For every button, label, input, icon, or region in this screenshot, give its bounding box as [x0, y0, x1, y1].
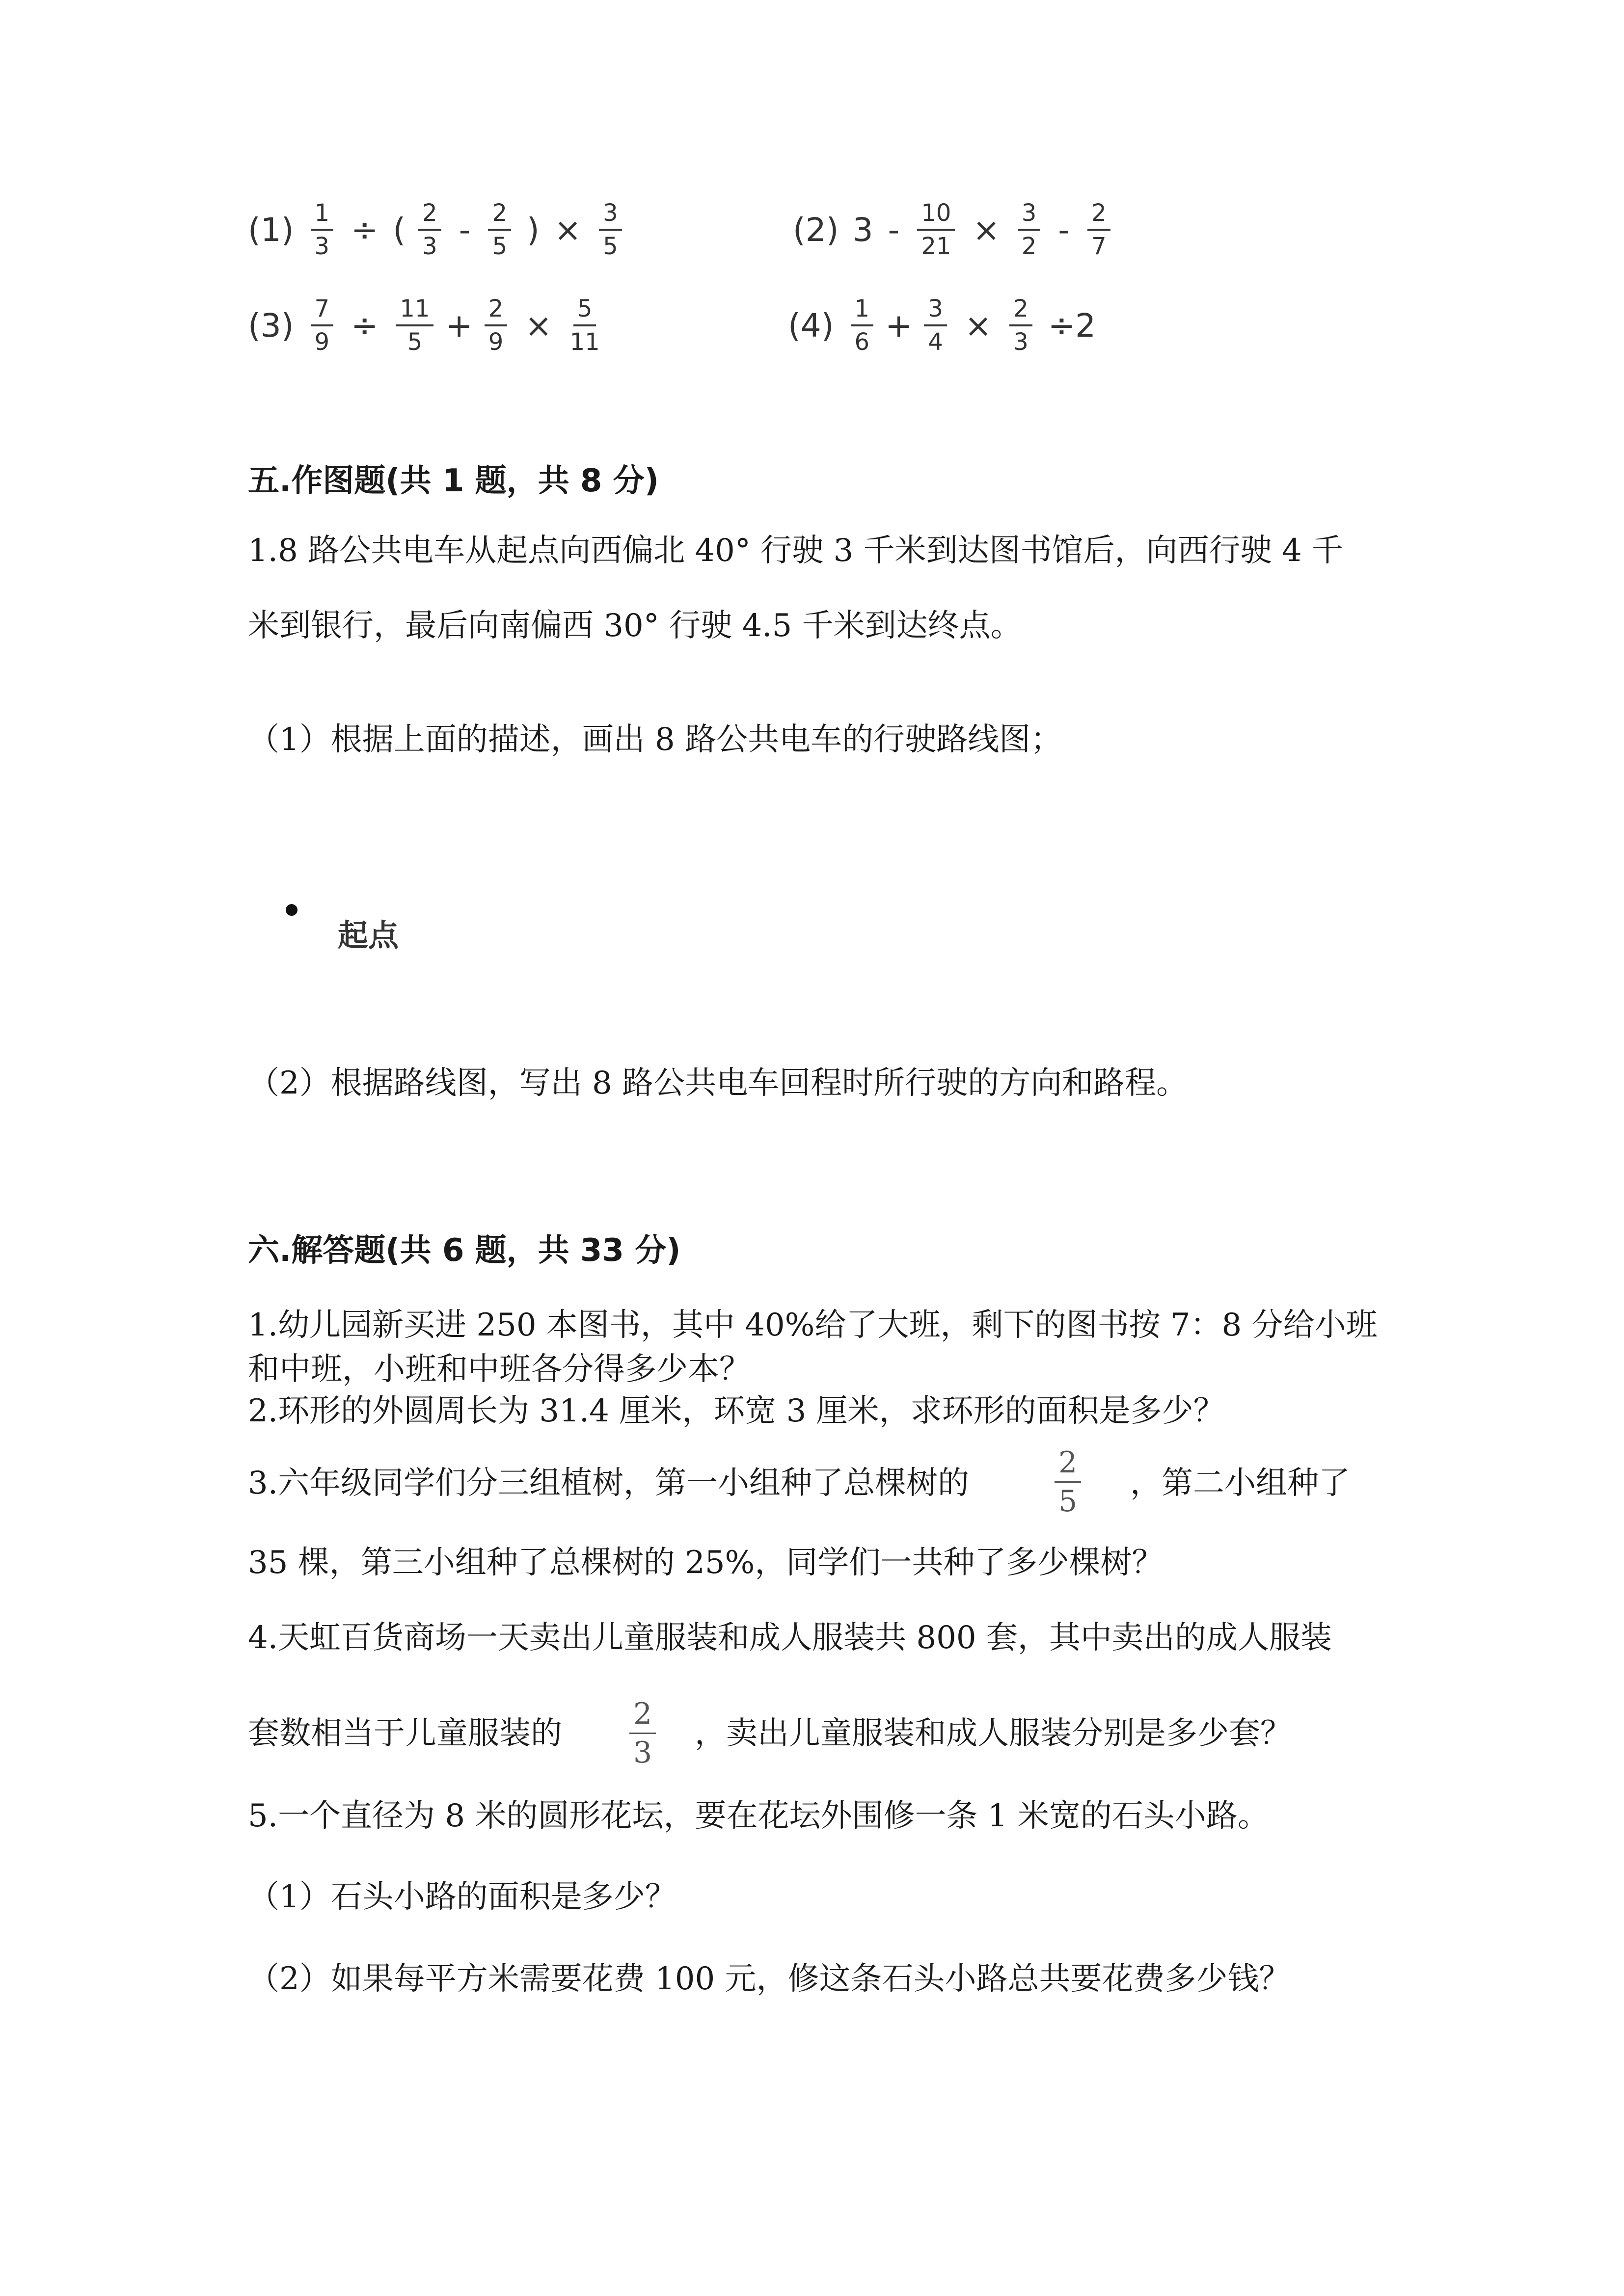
fraction: [311, 297, 334, 354]
q5-text: 5.一个直径为 8 米的圆形花坛，要在花坛外围修一条 1 米宽的石头小路。: [248, 1798, 1269, 1834]
numerator: 7: [311, 297, 334, 326]
q1-line2: 和中班，小班和中班各分得多少本？: [248, 1351, 751, 1388]
q4-line1: 4.天虹百货商场一天卖出儿童服装和成人服装共 800 套，其中卖出的成人服装: [248, 1620, 1332, 1656]
denominator: 5: [1058, 1484, 1078, 1519]
denominator: 6: [854, 328, 870, 356]
numerator: 2: [1055, 1448, 1081, 1483]
denominator: 11: [569, 328, 600, 356]
calc-q2: [793, 201, 1113, 258]
start-point-label: 起点: [338, 917, 399, 953]
operator: +: [445, 306, 473, 345]
calc-q3-label: (3): [248, 306, 294, 345]
fraction: [1018, 201, 1041, 258]
fraction: [1009, 297, 1032, 354]
fraction: [488, 201, 511, 258]
numerator: 2: [485, 297, 508, 326]
denominator: 4: [928, 328, 943, 356]
numerator: 2: [629, 1699, 656, 1734]
fraction: [485, 297, 508, 354]
calc-q4: [788, 297, 1110, 354]
section5-sub2: （2）根据路线图，写出 8 路公共电车回程时所行驶的方向和路程。: [248, 1065, 1188, 1101]
operator: -: [1058, 211, 1070, 249]
denominator: 5: [407, 328, 423, 356]
denominator: 5: [492, 233, 508, 260]
number: 3: [852, 211, 873, 249]
operator: ×: [554, 211, 582, 249]
section5-problem-line1: 1.8 路公共电车从起点向西偏北 40° 行驶 3 千米到达图书馆后，向西行驶 4 千: [248, 533, 1344, 569]
section5-sub1: （1）根据上面的描述，画出 8 路公共电车的行驶路线图；: [248, 721, 1062, 758]
denominator: 3: [633, 1735, 652, 1770]
calc-q1: [248, 201, 625, 258]
start-point-dot: [286, 904, 298, 916]
calc-q3: [248, 297, 603, 354]
operator: +: [885, 306, 913, 345]
denominator: 21: [921, 233, 951, 260]
calc-q2-label: (2): [793, 211, 839, 249]
operator: ÷: [351, 306, 379, 345]
numerator: 3: [924, 297, 947, 326]
numerator: 10: [917, 201, 955, 231]
numerator: 2: [418, 201, 441, 231]
fraction: [418, 201, 441, 258]
q2-text: 2.环形的外圆周长为 31.4 厘米，环宽 3 厘米，求环形的面积是多少？: [248, 1393, 1225, 1429]
numerator: 5: [573, 297, 596, 326]
q5-sub1: （1）石头小路的面积是多少？: [248, 1879, 677, 1915]
denominator: 9: [488, 328, 504, 356]
operator: ×: [964, 306, 992, 345]
numerator: 2: [1087, 201, 1110, 231]
q4-fraction: [629, 1697, 656, 1770]
fraction: [311, 201, 334, 258]
q3-line2: 35 棵，第三小组种了总棵树的 25%，同学们一共种了多少棵树？: [248, 1545, 1164, 1581]
q3-line1-end: ，第二小组种了: [1130, 1465, 1350, 1501]
section5-heading: 五.作图题(共 1 题，共 8 分): [248, 463, 659, 499]
section5-problem-line2: 米到银行，最后向南偏西 30° 行驶 4.5 千米到达终点。: [248, 608, 1022, 644]
fraction: [924, 297, 947, 354]
operator: ÷: [351, 211, 379, 249]
numerator: 3: [1018, 201, 1041, 231]
numerator: 3: [599, 201, 622, 231]
fraction: [1087, 201, 1110, 258]
q4-line2-start: 套数相当于儿童服装的: [248, 1715, 562, 1752]
q3-fraction: [1055, 1445, 1081, 1519]
operator: -: [459, 211, 471, 249]
operator: -: [888, 211, 900, 249]
fraction: [917, 201, 955, 258]
fraction: [570, 297, 600, 354]
paren-close: ): [527, 211, 540, 249]
section6-heading: 六.解答题(共 6 题，共 33 分): [248, 1232, 681, 1269]
fraction: [851, 297, 874, 354]
operator: ÷2: [1048, 306, 1096, 345]
denominator: 3: [1013, 328, 1029, 356]
fraction: [599, 201, 622, 258]
numerator: 1: [851, 297, 874, 326]
denominator: 3: [314, 233, 330, 260]
denominator: 2: [1021, 233, 1037, 260]
calc-q1-label: (1): [248, 211, 294, 249]
denominator: 7: [1091, 233, 1107, 260]
numerator: 2: [488, 201, 511, 231]
denominator: 9: [314, 328, 330, 356]
q3-line1-start: 3.六年级同学们分三组植树，第一小组种了总棵树的: [248, 1465, 970, 1501]
calc-q4-label: (4): [788, 306, 834, 345]
operator: ×: [973, 211, 1000, 249]
paren-open: (: [393, 211, 406, 249]
numerator: 11: [396, 297, 433, 326]
q1-line1: 1.幼儿园新买进 250 本图书，其中 40%给了大班，剩下的图书按 7：8 分给小班: [248, 1307, 1378, 1343]
numerator: 2: [1009, 297, 1032, 326]
numerator: 1: [311, 201, 334, 231]
fraction: [396, 297, 433, 354]
q4-line2-end: ，卖出儿童服装和成人服装分别是多少套？: [695, 1715, 1292, 1752]
denominator: 3: [422, 233, 437, 260]
operator: ×: [525, 306, 552, 345]
denominator: 5: [603, 233, 618, 260]
q5-sub2: （2）如果每平方米需要花费 100 元，修这条石头小路总共要花费多少钱？: [248, 1961, 1291, 1997]
